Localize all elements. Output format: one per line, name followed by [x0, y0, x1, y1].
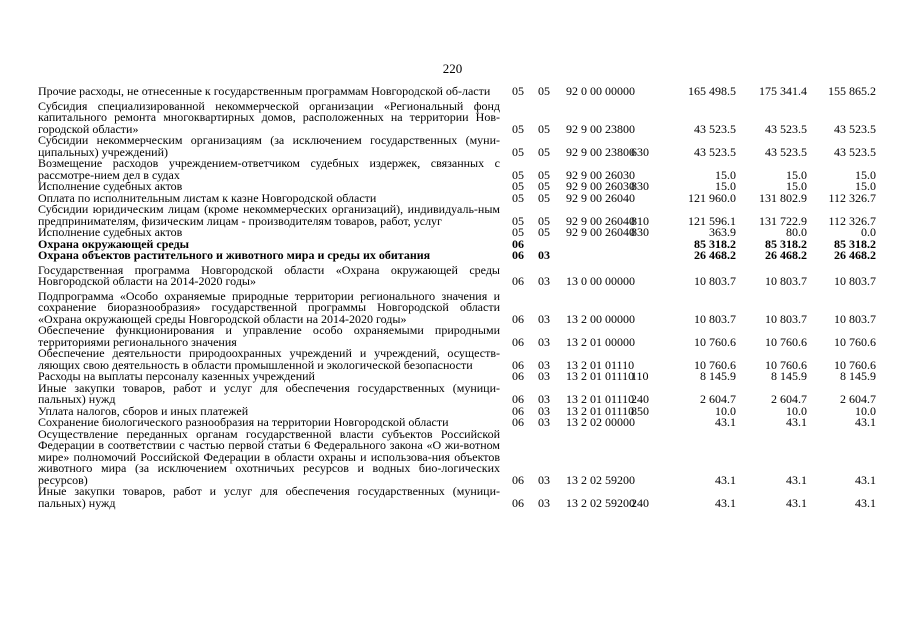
amount-year-2: 43.1 — [786, 415, 807, 429]
section-code: 05 — [512, 190, 524, 205]
amount-year-3: 43 523.5 — [834, 144, 876, 159]
table-row — [38, 250, 878, 262]
row-name: Сохранение биологического разнообразия на территории Новгородской области — [38, 415, 449, 429]
expense-type-code: 850 — [631, 403, 649, 418]
row-name: Охрана окружающей среды — [38, 236, 190, 251]
target-article-code: 13 2 01 01110 — [566, 369, 635, 383]
section-code: 06 — [512, 274, 524, 288]
amount-year-2: 2 604.7 — [771, 392, 807, 406]
row-name: Исполнение судебных актов — [38, 225, 183, 239]
amount-year-3: 43.1 — [855, 495, 876, 510]
page-number: 220 — [442, 61, 463, 76]
row-name: Обеспечение деятельности природоохранных учреждений и учреждений, осуществ-ляющих свою деятельность в области промышленной и экологической безопасности — [38, 346, 500, 372]
target-article-code: 13 2 02 00000 — [566, 415, 635, 429]
row-name: Охрана объектов растительного и животного мира и среды их обитания — [38, 248, 431, 262]
section-code: 06 — [512, 415, 524, 429]
section-code: 05 — [512, 84, 524, 98]
target-article-code: 92 9 00 26040 — [566, 213, 635, 228]
amount-year-2: 8 145.9 — [771, 369, 807, 383]
target-article-code: 92 0 00 00000 — [566, 84, 635, 98]
expense-type-code: 630 — [631, 144, 649, 159]
target-article-code: 92 9 00 23800 — [566, 144, 635, 159]
table-row — [38, 325, 878, 348]
amount-year-3: 10 803.7 — [834, 311, 876, 326]
amount-year-1: 15.0 — [715, 167, 736, 182]
table-row — [38, 86, 878, 98]
subsection-code: 03 — [538, 415, 550, 429]
section-code: 05 — [512, 213, 524, 228]
section-code: 06 — [512, 369, 524, 383]
amount-year-2: 10 760.6 — [765, 357, 807, 372]
row-name: Иные закупки товаров, работ и услуг для обеспечения государственных (муници-пальных) нужд — [38, 484, 500, 510]
subsection-code: 03 — [538, 369, 550, 383]
amount-year-3: 10 803.7 — [834, 274, 876, 288]
amount-year-1: 2 604.7 — [700, 392, 736, 406]
expense-type-code: 110 — [631, 369, 649, 383]
amount-year-2: 131 722.9 — [759, 213, 807, 228]
amount-year-1: 43 523.5 — [694, 144, 736, 159]
target-article-code: 13 0 00 00000 — [566, 274, 635, 288]
row-name: Обеспечение функционирования и управление особо охраняемыми природными территориями регионального значения — [38, 323, 500, 349]
table-row — [38, 262, 878, 288]
table-row — [38, 135, 878, 158]
amount-year-2: 10.0 — [786, 403, 807, 418]
amount-year-2: 80.0 — [786, 225, 807, 239]
amount-year-3: 10.0 — [855, 403, 876, 418]
section-code: 05 — [512, 225, 524, 239]
subsection-code: 05 — [538, 84, 550, 98]
row-name: Государственная программа Новгородской области «Охрана окружающей среды Новгородской области на 2014-2020 годы» — [38, 262, 500, 288]
section-code: 06 — [512, 357, 524, 372]
section-code: 06 — [512, 392, 524, 406]
amount-year-3: 10 760.6 — [834, 334, 876, 349]
amount-year-1: 10 803.7 — [694, 274, 736, 288]
subsection-code: 05 — [538, 213, 550, 228]
amount-year-1: 43 523.5 — [694, 121, 736, 136]
table-row — [38, 204, 878, 227]
expense-type-code: 240 — [631, 495, 649, 510]
row-name: Расходы на выплаты персоналу казенных учреждений — [38, 369, 315, 383]
subsection-code: 05 — [538, 179, 550, 193]
section-code: 06 — [512, 334, 524, 349]
row-name: Осуществление переданных органам государственной власти субъектов Российской Федерации в соответствии с частью первой статьи 6 Федерального закона «О жи-вотном мире» полномочий Российской Федерации в области охраны и использова-ния объектов животного мира (за исключением охотничьих ресурсов и водных био-логических ресурсов) — [38, 426, 500, 487]
row-name: Подпрограмма «Особо охраняемые природные территории регионального значения и сохранение биоразнообразия» государственной программы Новгородской области «Охрана окружающей среды Новгородской области на 2014-2020 годы» — [38, 288, 500, 326]
subsection-code: 05 — [538, 225, 550, 239]
subsection-code: 03 — [538, 311, 550, 326]
section-code: 06 — [512, 472, 524, 487]
amount-year-3: 85 318.2 — [834, 236, 876, 251]
amount-year-2: 43 523.5 — [765, 121, 807, 136]
target-article-code: 13 2 01 01110 — [566, 403, 635, 418]
amount-year-3: 8 145.9 — [840, 369, 876, 383]
expense-type-code: 830 — [631, 179, 649, 193]
subsection-code: 03 — [538, 392, 550, 406]
amount-year-1: 121 960.0 — [688, 190, 736, 205]
section-code: 06 — [512, 403, 524, 418]
amount-year-2: 43.1 — [786, 472, 807, 487]
amount-year-2: 15.0 — [786, 179, 807, 193]
amount-year-3: 43.1 — [855, 472, 876, 487]
table-row — [38, 98, 878, 136]
amount-year-2: 10 803.7 — [765, 311, 807, 326]
section-code: 06 — [512, 311, 524, 326]
amount-year-2: 15.0 — [786, 167, 807, 182]
section-code: 05 — [512, 144, 524, 159]
subsection-code: 05 — [538, 167, 550, 182]
table-row — [38, 380, 878, 406]
amount-year-2: 131 802.9 — [759, 190, 807, 205]
target-article-code: 92 9 00 26030 — [566, 167, 635, 182]
table-row — [38, 348, 878, 371]
subsection-code: 05 — [538, 144, 550, 159]
amount-year-1: 10 803.7 — [694, 311, 736, 326]
amount-year-3: 0.0 — [861, 225, 876, 239]
row-name: Оплата по исполнительным листам к казне Новгородской области — [38, 190, 377, 205]
table-row — [38, 486, 878, 509]
amount-year-2: 85 318.2 — [765, 236, 807, 251]
amount-year-2: 43 523.5 — [765, 144, 807, 159]
amount-year-2: 43.1 — [786, 495, 807, 510]
amount-year-2: 175 341.4 — [759, 84, 807, 98]
amount-year-1: 10 760.6 — [694, 357, 736, 372]
amount-year-1: 121 596.1 — [688, 213, 736, 228]
amount-year-2: 10 760.6 — [765, 334, 807, 349]
target-article-code: 13 2 01 01110 — [566, 357, 635, 372]
expense-type-code: 810 — [631, 213, 649, 228]
row-name: Прочие расходы, не отнесенные к государственным программам Новгородской об-ласти — [38, 84, 491, 98]
section-code: 05 — [512, 179, 524, 193]
row-name: Возмещение расходов учреждением-ответчиком судебных издержек, связанных с рассмотре-нием дел в судах — [38, 156, 500, 182]
amount-year-1: 43.1 — [715, 495, 736, 510]
section-code: 05 — [512, 121, 524, 136]
table-row — [38, 426, 878, 487]
row-name: Уплата налогов, сборов и иных платежей — [38, 403, 249, 418]
amount-year-3: 15.0 — [855, 179, 876, 193]
amount-year-3: 43 523.5 — [834, 121, 876, 136]
amount-year-3: 2 604.7 — [840, 392, 876, 406]
row-name: Иные закупки товаров, работ и услуг для обеспечения государственных (муници-пальных) нужд — [38, 380, 500, 406]
subsection-code: 03 — [538, 472, 550, 487]
target-article-code: 92 9 00 26040 — [566, 190, 635, 205]
amount-year-1: 363.9 — [709, 225, 736, 239]
expense-type-code: 830 — [631, 225, 649, 239]
amount-year-3: 155 865.2 — [828, 84, 876, 98]
amount-year-1: 85 318.2 — [694, 236, 736, 251]
target-article-code: 13 2 02 59200 — [566, 472, 635, 487]
amount-year-1: 165 498.5 — [688, 84, 736, 98]
amount-year-3: 112 326.7 — [828, 190, 876, 205]
amount-year-2: 26 468.2 — [765, 248, 807, 262]
table-row — [38, 158, 878, 181]
target-article-code: 92 9 00 26040 — [566, 225, 635, 239]
target-article-code: 13 2 00 00000 — [566, 311, 635, 326]
row-name: Субсидии юридическим лицам (кроме некоммерческих организаций), индивидуаль-ным предпринимателям, физическим лицам - производителям товаров, работ, услуг — [38, 202, 500, 228]
table-row — [38, 288, 878, 326]
subsection-code: 03 — [538, 248, 550, 262]
subsection-code: 03 — [538, 334, 550, 349]
amount-year-2: 10 803.7 — [765, 274, 807, 288]
amount-year-3: 43.1 — [855, 415, 876, 429]
target-article-code: 13 2 01 00000 — [566, 334, 635, 349]
section-code: 06 — [512, 495, 524, 510]
row-name: Субсидия специализированной некоммерческой организации «Региональный фонд капитального ремонта многоквартирных домов, расположенных на территории Нов-городской области» — [38, 98, 500, 136]
expense-type-code: 240 — [631, 392, 649, 406]
target-article-code: 92 9 00 23800 — [566, 121, 635, 136]
amount-year-1: 10 760.6 — [694, 334, 736, 349]
amount-year-3: 112 326.7 — [828, 213, 876, 228]
target-article-code: 13 2 02 59200 — [566, 495, 635, 510]
section-code: 05 — [512, 167, 524, 182]
amount-year-1: 10.0 — [715, 403, 736, 418]
target-article-code: 92 9 00 26030 — [566, 179, 635, 193]
subsection-code: 05 — [538, 121, 550, 136]
section-code: 06 — [512, 236, 524, 251]
subsection-code: 05 — [538, 190, 550, 205]
subsection-code: 03 — [538, 357, 550, 372]
amount-year-1: 26 468.2 — [694, 248, 736, 262]
amount-year-1: 15.0 — [715, 179, 736, 193]
amount-year-1: 8 145.9 — [700, 369, 736, 383]
amount-year-3: 15.0 — [855, 167, 876, 182]
row-name: Исполнение судебных актов — [38, 179, 183, 193]
amount-year-3: 10 760.6 — [834, 357, 876, 372]
amount-year-1: 43.1 — [715, 472, 736, 487]
subsection-code: 03 — [538, 403, 550, 418]
row-name: Субсидии некоммерческим организациям (за исключением государственных (муни-ципальных) учреждений) — [38, 133, 500, 159]
budget-table — [38, 86, 878, 509]
subsection-code: 03 — [538, 274, 550, 288]
amount-year-3: 26 468.2 — [834, 248, 876, 262]
amount-year-1: 43.1 — [715, 415, 736, 429]
subsection-code: 03 — [538, 495, 550, 510]
target-article-code: 13 2 01 01110 — [566, 392, 635, 406]
section-code: 06 — [512, 248, 524, 262]
